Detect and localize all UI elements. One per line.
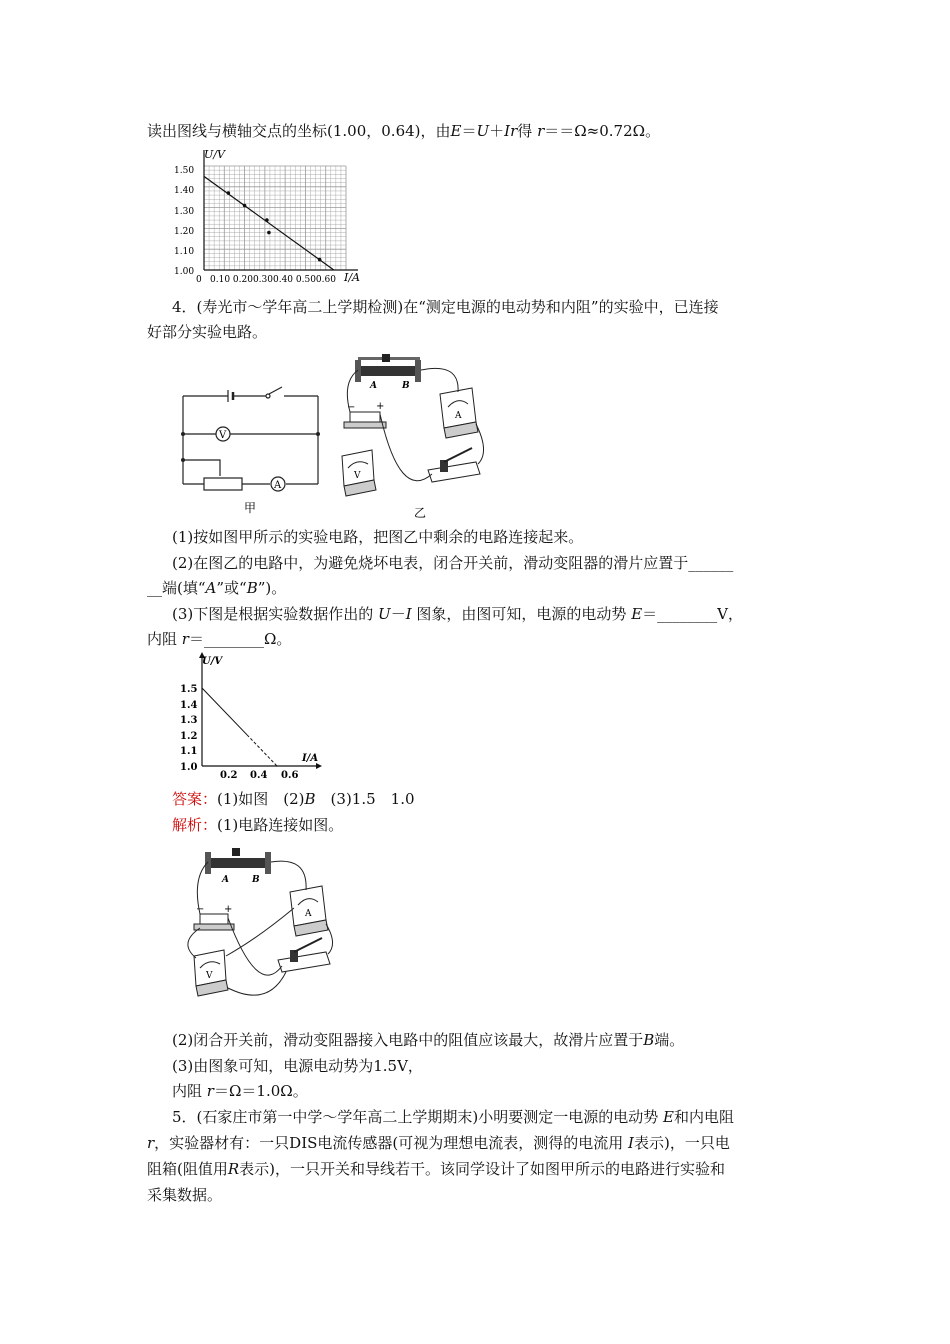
graph-2-ytick: 1.1 (180, 746, 198, 757)
apparatus-diagram-connected (178, 848, 338, 1018)
svg-text:+: + (376, 401, 385, 412)
q5-line1: 5．(石家庄市第一中学～学年高二上学期期末)小明要测定一电源的电动势 E和内电阻 (172, 1108, 735, 1126)
answer-line: 答案：(1)如图 (2)B (3)1.5 1.0 (172, 790, 415, 808)
graph-1-xticks: 0.10 0.200.300.40 0.500.60 (210, 275, 336, 285)
graph-1-plot (204, 150, 358, 270)
switch-icon (278, 938, 330, 972)
q4-sub2-line2: __端(填“A”或“B”)。 (147, 579, 287, 597)
label-jia: 甲 (244, 501, 257, 515)
graph-2-plot (199, 652, 322, 769)
analysis-4: 内阻 r＝Ω＝1.0Ω。 (172, 1082, 308, 1100)
q4-line2: 好部分实验电路。 (147, 323, 268, 341)
graph-1-point (318, 258, 322, 262)
analysis-2: (2)闭合开关前，滑动变阻器接入电路中的阻值应该最大，故滑片应置于B端。 (172, 1031, 685, 1049)
svg-text:V: V (219, 430, 227, 441)
q5-line2: r，实验器材有：一只DIS电流传感器(可视为理想电流表，测得的电流用 I表示)，一只电 (147, 1134, 730, 1152)
analysis-line: 解析：(1)电路连接如图。 (172, 816, 344, 834)
q5-line3: 阻箱(阻值用R表示)，一只开关和导线若干。该同学设计了如图甲所示的电路进行实验和 (147, 1160, 726, 1178)
svg-text:A: A (370, 381, 377, 391)
graph-2 (172, 652, 332, 782)
graph-1-point (227, 191, 231, 195)
svg-text:+: + (224, 904, 233, 915)
graph-1-fit-line (204, 176, 334, 270)
q4-sub3-line2: 内阻 r＝________Ω。 (147, 630, 292, 648)
q4-sub3-line1: (3)下图是根据实验数据作出的 U－I 图象，由图可知，电源的电动势 E＝________V， (172, 605, 744, 623)
ammeter-icon (290, 886, 328, 936)
svg-text:A: A (274, 480, 282, 491)
graph-1 (172, 146, 372, 286)
ammeter-icon (440, 388, 478, 438)
graph-1-ytick: 1.10 (174, 247, 195, 257)
voltmeter-icon (194, 950, 228, 996)
svg-text:V: V (206, 971, 213, 981)
q4-sub1: (1)按如图甲所示的实验电路，把图乙中剩余的电路连接起来。 (172, 528, 584, 546)
svg-text:A: A (222, 875, 229, 885)
label-yi: 乙 (414, 506, 427, 520)
switch-icon (428, 448, 480, 482)
graph-1-point (267, 231, 271, 235)
rheostat-icon (205, 848, 271, 885)
graph-2-ylabel: U/V (202, 656, 223, 667)
graph-1-ytick: 1.20 (174, 227, 195, 237)
q4-line1: 4．(寿光市～学年高二上学期检测)在“测定电源的电动势和内阻”的实验中，已连接 (172, 298, 719, 316)
graph-1-point (265, 218, 269, 222)
svg-text:A: A (305, 909, 312, 919)
graph-2-xlabel: I/A (302, 753, 319, 764)
voltmeter-icon (342, 450, 376, 496)
graph-2-xtick: 0.4 (250, 770, 268, 781)
graph-2-ytick: 1.3 (180, 715, 198, 726)
graph-2-ytick: 1.2 (180, 731, 198, 742)
rheostat-icon (355, 354, 421, 391)
graph-1-origin: 0 (196, 275, 202, 285)
battery-icon (194, 904, 234, 930)
graph-2-ytick: 1.4 (180, 700, 198, 711)
graph-2-dashed-line (247, 735, 277, 766)
graph-2-solid-line (202, 688, 247, 735)
graph-2-ytick: 1.5 (180, 684, 198, 695)
svg-text:B: B (402, 381, 410, 391)
analysis-label: 解析： (172, 816, 218, 834)
graph-2-ytick: 1.0 (180, 762, 198, 773)
graph-1-ytick: 1.50 (174, 166, 195, 176)
paragraph-intercept: 读出图线与横轴交点的坐标(1.00，0.64)，由E＝U＋Ir得 r＝＝Ω≈0.72Ω。 (147, 122, 661, 140)
svg-text:A: A (455, 411, 462, 421)
svg-text:B: B (252, 875, 260, 885)
circuit-diagram-jia (178, 372, 328, 517)
graph-1-ylabel: U/V (204, 148, 225, 161)
answer-label: 答案： (172, 790, 218, 808)
analysis-3: (3)由图象可知，电源电动势为1.5V， (172, 1057, 423, 1075)
graph-2-xtick: 0.6 (281, 770, 299, 781)
graph-1-ytick: 1.30 (174, 207, 195, 217)
svg-text:−: − (196, 904, 205, 915)
q4-sub2-line1: (2)在图乙的电路中，为避免烧坏电表，闭合开关前，滑动变阻器的滑片应置于______ (172, 554, 734, 572)
graph-1-ytick: 1.00 (174, 267, 195, 277)
graph-1-ytick: 1.40 (174, 186, 195, 196)
q5-line4: 采集数据。 (147, 1186, 223, 1204)
graph-2-xtick: 0.2 (220, 770, 238, 781)
graph-1-xlabel: I/A (344, 271, 360, 284)
apparatus-diagram-yi (340, 352, 492, 522)
graph-1-point (243, 204, 247, 208)
svg-text:−: − (347, 402, 356, 413)
svg-text:V: V (354, 471, 361, 481)
